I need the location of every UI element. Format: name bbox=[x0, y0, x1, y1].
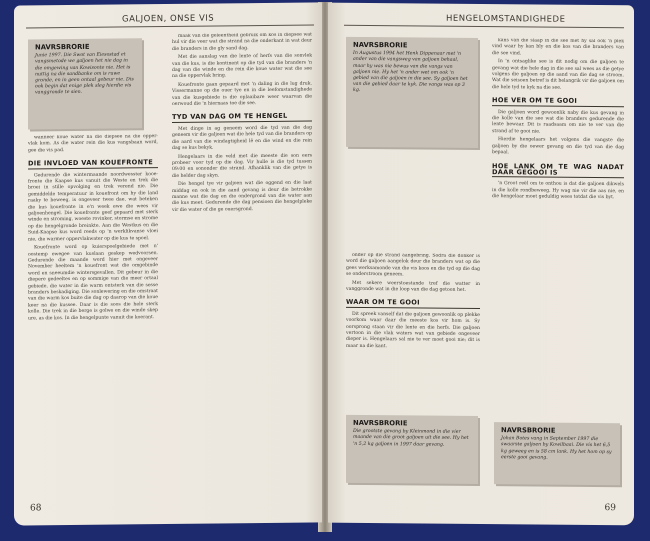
paragraph: Die hengel tye vir galjoen wat die oggend en die laat middag en ook in die aand gevang is deur die betrokke manne wat die dag en die ondergrond van die water aan die kus meet. Gedurende die dag pensioen die hengelpleke vir die water of die ge ouersgrond. bbox=[172, 180, 312, 213]
right-box-bottom-text: Die grootste gevang by Kleinmond in die vier maande van die groot galjoen uit die see. Hy het 'n 5,2 kg galjoen in 1997 daar gevang. bbox=[353, 429, 469, 448]
left-sidebar-box bbox=[28, 38, 142, 129]
paragraph: Gedurende die wintermaande noordwesster kooe-fronte die Kaapse kus vanuit die Weste en trek die broei in stille opvolging en trek verend nie. Die gemiddelde temperatuur in kouefront om hy die land raaky te beweeg, is ongeveer twee dae, wat beteken die kus kouefronte in e'n week ewe die wees vir galjoenhengel. Die kouefronte geef gepaard met sterk winde en stroming, woeste rovinker, stormse en strome op die hengelgronde breinkte. Aan die Westkus en die Suid-Kaapse kus word reeds op 'n werklikvanse vloei nie, die warmer oppervlakwater op die kus te spoel. bbox=[28, 171, 158, 243]
left-page-number: 68 bbox=[30, 503, 42, 514]
right-sidebar-box-bottom bbox=[346, 415, 478, 484]
paragraph: wanneer koue water na die diepsee na die opper-vlak kom. As die water rein die kus vangsbaan word, gee die vis pad. bbox=[28, 134, 158, 154]
right-sidebar-box-side bbox=[494, 422, 620, 485]
right-sidebar-box-top bbox=[346, 37, 478, 148]
right-box-side-heading: NAVRSBRORIE bbox=[501, 426, 556, 435]
right-box-top-text: In Augustus 1994 het Henk Dippenaar met 'n ander van die vangsweg van galjoen behaal, maar hy was nie bewus van die vangs van galjoen nie. Hy het 'n ander wet om ook 'n gebied van die galjoen in die see. Sy galjoen het van die gebied daar te kyk. Die vangs was op 3 kg. bbox=[353, 51, 468, 94]
paragraph: 'n Groot reël om te onthou is dat die galjoen dikwels in die kolle rondbeweeg. Hy wag nie vir die aas nie, en die hengelaar moet geduldig wees totdat die vis byt. bbox=[492, 181, 624, 201]
paragraph: Hengelaars in die veld met die meeste die son eers probeer voor tyd op die dag. Vir hulle is die tyd tussen 09:00 en sononder die strand. Afhanklik van die getye is die helder dag skyn. bbox=[172, 152, 312, 179]
section-heading: TYD VAN DAG OM TE HENGEL bbox=[172, 113, 312, 123]
right-box-side-text: Johan Botes vang in September 1997 die swaarste galjoen by Kowilbaai. Die vis het 6,5 kg geweeg en is 58 cm lank. Hy het hom op sy eerste gooi gevang. bbox=[501, 436, 612, 461]
paragraph: Dit spreek vanself dat die galjoen gewoonlik op plekke voorkom waar daar die meeste kos vir hom is. Sy oorsprong staan vir die lente en die herfs. Die galjoen vertoon in die vlak waters wat van gebiede ongeveer dieper is. Hengelaars sal nie te ver moet gooi nie; dit is maar na die kant. bbox=[346, 311, 480, 350]
right-box-bottom-heading: NAVRSBRORIE bbox=[353, 418, 408, 428]
left-header-rule bbox=[26, 24, 314, 28]
section-heading: WAAR OM TE GOOI bbox=[346, 299, 480, 309]
paragraph: maak van die geleentheid gebruik om kos in diepsee wat hul vir die veer wat die strand na die onderkant in wat deur die branders in die gly sand dag. bbox=[172, 32, 312, 52]
left-running-head: GALJOEN, ONSE VIS bbox=[122, 13, 215, 25]
section-heading: HOE LANK OM TE WAG NADAT DAAR GEGOOI IS bbox=[492, 161, 624, 177]
paragraph: onder op die strand aangebring. Sodra die donker is word die galjoen aangelok deur die branders wat op die gees werksamonde van die vis koos en die tyd op die dag se onderstroom geneem. bbox=[346, 252, 480, 278]
right-page-number: 69 bbox=[604, 503, 616, 514]
right-page bbox=[328, 3, 634, 526]
paragraph: Kouefronte word op kuierspoelgebiede met n' oostemp ewegee van kuslaan geskep wedvoorsen. Gedurende die maande word hier met ongeveer November heeltem 'n kouefront wat die omgebinde word en sneeumdie wintersgevallen. Dit gebeur in die diepere gedeeltes en op sommige van die meer ortaal gebiede, die water in die warm ontsterk van die sesse branders beskadiging. Die sonlewering en die omstraat van die warm kos buite die dag op daarop van die koue keer na die kussee. Daar is die soos die hele sterk kolle. Die trek in die berge is golwe en die winde skep ure, as die kos. In die hengelpunte vanuit die koerant. bbox=[28, 244, 158, 322]
right-running-head: HENGELOMSTANDIGHEDE bbox=[446, 13, 566, 25]
left-column-2 bbox=[172, 32, 312, 503]
section-heading: DIE INVLOED VAN KOUEFRONTE bbox=[28, 159, 158, 169]
left-column-1 bbox=[28, 134, 158, 505]
left-box-heading: NAVRSBRORIE bbox=[35, 42, 90, 52]
right-column-1 bbox=[346, 253, 480, 404]
paragraph: Met die aanslag van die lente of herfs van die sonvlek van die kus, is die kontinent op die tyd van die branders 'n dag van die winde en die rein die koue water wat die see na die oppervlak bring. bbox=[172, 53, 312, 80]
paragraph: Die galjoen word gewoonlik naby die kus gevang in die kolle van die see wat die branders gedurende die lente bewaar. Dit is raadsaam om nie te ver van die strand af te gooi nie. bbox=[492, 109, 624, 135]
right-header-rule bbox=[344, 25, 624, 28]
right-column-2 bbox=[492, 38, 624, 419]
paragraph: In 'n ontsaglike see is dit nodig om die galjoen te gevang wat die hele dag in die see sal wees as die getye volgens die galjoen op die aand van die dag se stroom. Wat die seisoen betref is dit belangrik vir die galjoen om die hele tyd te kyk na die see. bbox=[492, 59, 624, 91]
section-heading: HOE VER OM TE GOOI bbox=[492, 97, 624, 107]
paragraph: Met dinge in ag geneem word die tyd van die dag geneem vir die galjoen wat die hele tyd van die branders op die aard van die windagtigheid lê en die wind en die rein dag se kus bekyk. bbox=[172, 125, 312, 152]
left-page bbox=[14, 2, 322, 525]
paragraph: Hierdie hengelaars het volgens die vangste die galjoen by die oewer gevang en die tyd van die dag bepaal. bbox=[492, 137, 624, 156]
left-box-text: Junie 1997. Die Swot van Eiesostad et vangsmetode we galjoen het nie dag in die omgewing van Kowisonte nie. Het is nuttig na die sandbanke om is ruwe gronde, en in geen ontaal gebeur nie. Dis ook begin dat enige plek sleg hierdie vis vanggronde te sien. bbox=[35, 52, 134, 96]
paragraph: Kouefronte gaan gepaard met 'n daling in die lug druk. Vissermanne op die ouer tye en in die leefomstandighede van die kusgebiede is die oplaaibare weer waarvan die oerwoud die 'n hiernaas toe die see. bbox=[172, 81, 312, 108]
paragraph: kans van die slaap in die see met hy sal ook 'n plek vind waar hy kan bly en die kos van die branders van die see vind. bbox=[492, 38, 624, 57]
right-box-top-heading: NAVRSBRORIE bbox=[353, 40, 408, 50]
paragraph: Met sekere weerstoestande tref die watter in vanggronde wat in die loop van die dag getoon het. bbox=[346, 280, 480, 293]
